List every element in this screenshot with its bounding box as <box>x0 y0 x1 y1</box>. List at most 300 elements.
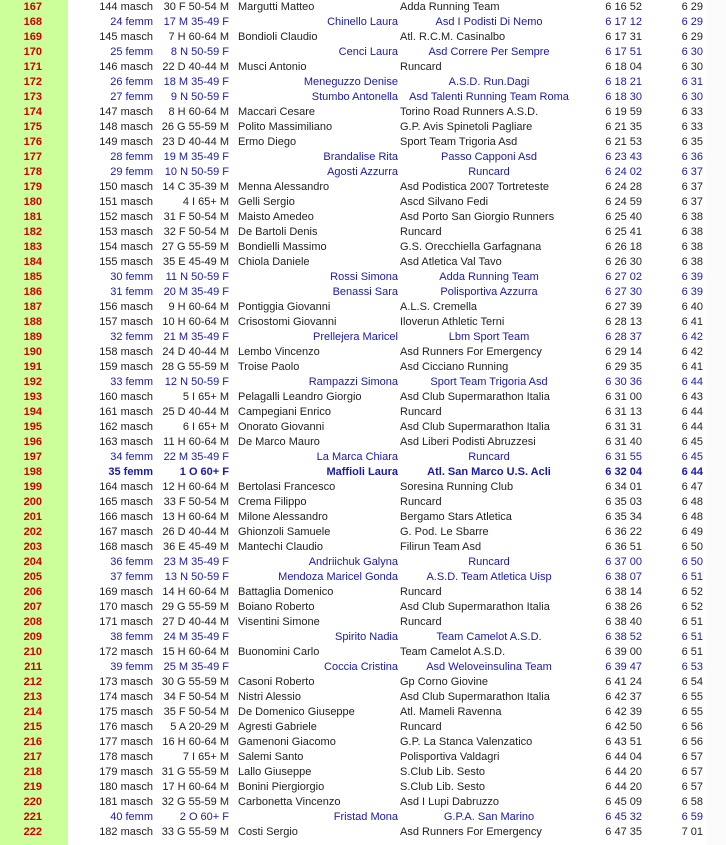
category-rank: 36 E 45-49 M <box>162 541 229 553</box>
gender-rank: 172 masch <box>99 646 153 658</box>
table-row <box>0 75 726 90</box>
gender-rank: 26 femm <box>110 76 153 88</box>
gender-rank: 29 femm <box>110 166 153 178</box>
overall-position: 198 <box>23 466 42 478</box>
table-row <box>0 45 726 60</box>
athlete-name: Lallo Giuseppe <box>238 766 312 778</box>
athlete-name: De Domenico Giuseppe <box>238 706 355 718</box>
pace-per-km: 6 29 <box>681 16 703 28</box>
overall-position: 183 <box>23 241 42 253</box>
overall-position: 214 <box>23 706 42 718</box>
finish-time: 6 21 35 <box>605 121 642 133</box>
club-name: Asd Runners For Emergency <box>400 826 542 838</box>
overall-position: 169 <box>23 31 42 43</box>
table-row <box>0 690 726 705</box>
overall-position: 204 <box>23 556 42 568</box>
pace-per-km: 6 44 <box>681 406 703 418</box>
table-row <box>0 795 726 810</box>
club-name: Runcard <box>400 61 442 73</box>
finish-time: 6 44 20 <box>605 766 642 778</box>
gender-rank: 178 masch <box>99 751 153 763</box>
pace-per-km: 6 44 <box>681 466 703 478</box>
overall-position: 213 <box>23 691 42 703</box>
category-rank: 30 G 55-59 M <box>161 676 229 688</box>
gender-rank: 159 masch <box>99 361 153 373</box>
overall-position: 202 <box>23 526 42 538</box>
athlete-name: Bondioli Claudio <box>238 31 318 43</box>
gender-rank: 153 masch <box>99 226 153 238</box>
overall-position: 172 <box>23 76 42 88</box>
category-rank: 31 G 55-59 M <box>161 766 229 778</box>
overall-position: 215 <box>23 721 42 733</box>
finish-time: 6 23 43 <box>605 151 642 163</box>
category-rank: 4 I 65+ M <box>182 196 229 208</box>
pace-per-km: 6 50 <box>681 541 703 553</box>
gender-rank: 169 masch <box>99 586 153 598</box>
club-name: G.P.A. San Marino <box>443 811 535 823</box>
club-name: A.S.D. Team Atletica Uisp <box>426 571 552 583</box>
table-row <box>0 105 726 120</box>
overall-position: 181 <box>23 211 42 223</box>
club-name: G.P. Avis Spinetoli Pagliare <box>400 121 533 133</box>
club-name: Runcard <box>468 556 510 568</box>
finish-time: 6 28 13 <box>605 316 642 328</box>
category-rank: 23 M 35-49 F <box>163 556 229 568</box>
gender-rank: 173 masch <box>99 676 153 688</box>
overall-position: 171 <box>23 61 42 73</box>
overall-position: 208 <box>23 616 42 628</box>
club-name: Asd I Podisti Di Nemo <box>435 16 543 28</box>
overall-position: 180 <box>23 196 42 208</box>
overall-position: 193 <box>23 391 42 403</box>
finish-time: 6 24 59 <box>605 196 642 208</box>
category-rank: 30 F 50-54 M <box>163 1 229 13</box>
pace-per-km: 6 33 <box>681 106 703 118</box>
finish-time: 6 43 51 <box>605 736 642 748</box>
finish-time: 6 19 59 <box>605 106 642 118</box>
finish-time: 6 36 51 <box>605 541 642 553</box>
club-name: Atl. Mameli Ravenna <box>400 706 502 718</box>
finish-time: 6 44 20 <box>605 781 642 793</box>
pace-per-km: 6 40 <box>681 301 703 313</box>
pace-per-km: 6 36 <box>681 151 703 163</box>
pace-per-km: 6 38 <box>681 256 703 268</box>
category-rank: 11 N 50-59 F <box>165 271 229 283</box>
finish-time: 6 36 22 <box>605 526 642 538</box>
pace-per-km: 6 49 <box>681 526 703 538</box>
overall-position: 192 <box>23 376 42 388</box>
club-name: A.S.D. Run.Dagi <box>448 76 530 88</box>
club-name: A.L.S. Cremella <box>400 301 478 313</box>
table-row <box>0 450 726 465</box>
overall-position: 184 <box>23 256 42 268</box>
category-rank: 32 F 50-54 M <box>163 226 229 238</box>
club-name: Asd Correre Per Sempre <box>428 46 550 58</box>
club-name: Iloverun Athletic Terni <box>400 316 505 328</box>
category-rank: 6 I 65+ M <box>182 421 229 433</box>
finish-time: 6 45 32 <box>605 811 642 823</box>
category-rank: 35 F 50-54 M <box>163 706 229 718</box>
pace-per-km: 6 35 <box>681 136 703 148</box>
athlete-name: Visentini Simone <box>238 616 320 628</box>
table-row <box>0 810 726 825</box>
athlete-name: Bertolasi Francesco <box>238 481 336 493</box>
overall-position: 196 <box>23 436 42 448</box>
gender-rank: 174 masch <box>99 691 153 703</box>
pace-per-km: 6 37 <box>681 196 703 208</box>
category-rank: 26 D 40-44 M <box>162 526 229 538</box>
category-rank: 21 M 35-49 F <box>163 331 229 343</box>
athlete-name: Margutti Matteo <box>238 1 315 13</box>
pace-per-km: 6 48 <box>681 511 703 523</box>
category-rank: 7 H 60-64 M <box>168 31 229 43</box>
athlete-name: Crisostomi Giovanni <box>238 316 337 328</box>
pace-per-km: 6 51 <box>681 571 703 583</box>
gender-rank: 164 masch <box>99 481 153 493</box>
category-rank: 24 M 35-49 F <box>163 631 229 643</box>
pace-per-km: 6 56 <box>681 736 703 748</box>
club-name: Passo Capponi Asd <box>440 151 537 163</box>
finish-time: 6 38 07 <box>605 571 642 583</box>
gender-rank: 24 femm <box>110 16 153 28</box>
club-name: Asd Club Supermarathon Italia <box>400 391 550 403</box>
pace-per-km: 6 33 <box>681 121 703 133</box>
category-rank: 20 M 35-49 F <box>163 286 229 298</box>
club-name: Soresina Running Club <box>400 481 514 493</box>
category-rank: 18 M 35-49 F <box>163 76 229 88</box>
gender-rank: 25 femm <box>110 46 153 58</box>
pace-per-km: 6 54 <box>681 676 703 688</box>
overall-position: 200 <box>23 496 42 508</box>
club-name: Runcard <box>468 166 510 178</box>
category-rank: 14 C 35-39 M <box>162 181 229 193</box>
table-row <box>0 750 726 765</box>
gender-rank: 38 femm <box>110 631 153 643</box>
finish-time: 6 34 01 <box>605 481 642 493</box>
pace-per-km: 6 31 <box>681 76 703 88</box>
athlete-name: Chinello Laura <box>327 16 398 28</box>
pace-per-km: 6 57 <box>681 751 703 763</box>
finish-time: 6 31 40 <box>605 436 642 448</box>
gender-rank: 160 masch <box>99 391 153 403</box>
table-row <box>0 195 726 210</box>
finish-time: 6 25 40 <box>605 211 642 223</box>
finish-time: 6 35 34 <box>605 511 642 523</box>
table-row <box>0 300 726 315</box>
table-row <box>0 420 726 435</box>
overall-position: 219 <box>23 781 42 793</box>
pace-per-km: 6 38 <box>681 241 703 253</box>
athlete-name: Campegiani Enrico <box>238 406 331 418</box>
table-row <box>0 405 726 420</box>
overall-position: 177 <box>23 151 42 163</box>
category-rank: 27 G 55-59 M <box>161 241 229 253</box>
table-row <box>0 255 726 270</box>
club-name: Asd Club Supermarathon Italia <box>400 421 550 433</box>
pace-per-km: 6 45 <box>681 451 703 463</box>
gender-rank: 27 femm <box>110 91 153 103</box>
athlete-name: Meneguzzo Denise <box>303 76 398 88</box>
athlete-name: Polito Massimiliano <box>238 121 333 133</box>
gender-rank: 161 masch <box>99 406 153 418</box>
finish-time: 6 31 13 <box>605 406 642 418</box>
overall-position: 186 <box>23 286 42 298</box>
pace-per-km: 6 59 <box>681 811 703 823</box>
category-rank: 8 H 60-64 M <box>168 106 229 118</box>
finish-time: 6 31 00 <box>605 391 642 403</box>
club-name: Runcard <box>400 616 442 628</box>
table-row <box>0 780 726 795</box>
category-rank: 17 M 35-49 F <box>163 16 229 28</box>
gender-rank: 166 masch <box>99 511 153 523</box>
gender-rank: 147 masch <box>99 106 153 118</box>
athlete-name: Costi Sergio <box>238 826 298 838</box>
athlete-name: Spirito Nadia <box>335 631 398 643</box>
table-row <box>0 90 726 105</box>
gender-rank: 179 masch <box>99 766 153 778</box>
athlete-name: Musci Antonio <box>238 61 307 73</box>
table-row <box>0 375 726 390</box>
gender-rank: 36 femm <box>110 556 153 568</box>
club-name: G.S. Orecchiella Garfagnana <box>400 241 542 253</box>
gender-rank: 152 masch <box>99 211 153 223</box>
category-rank: 2 O 60+ F <box>179 811 229 823</box>
gender-rank: 145 masch <box>99 31 153 43</box>
club-name: Asd Club Supermarathon Italia <box>400 601 550 613</box>
athlete-name: Gelli Sergio <box>238 196 295 208</box>
finish-time: 6 18 04 <box>605 61 642 73</box>
finish-time: 6 27 39 <box>605 301 642 313</box>
table-row <box>0 735 726 750</box>
category-rank: 33 G 55-59 M <box>161 826 229 838</box>
athlete-name: Cenci Laura <box>338 46 398 58</box>
finish-time: 6 44 04 <box>605 751 642 763</box>
club-name: Runcard <box>468 451 510 463</box>
overall-position: 206 <box>23 586 42 598</box>
club-name: S.Club Lib. Sesto <box>400 781 485 793</box>
category-rank: 10 H 60-64 M <box>162 316 229 328</box>
athlete-name: Fristad Mona <box>333 811 398 823</box>
finish-time: 6 39 47 <box>605 661 642 673</box>
athlete-name: Lembo Vincenzo <box>238 346 320 358</box>
gender-rank: 171 masch <box>99 616 153 628</box>
finish-time: 6 38 40 <box>605 616 642 628</box>
table-row <box>0 630 726 645</box>
table-row <box>0 570 726 585</box>
athlete-name: Boiano Roberto <box>238 601 315 613</box>
athlete-name: Pelagalli Leandro Giorgio <box>238 391 362 403</box>
finish-time: 6 25 41 <box>605 226 642 238</box>
table-row <box>0 285 726 300</box>
table-row <box>0 0 726 15</box>
overall-position: 167 <box>23 1 42 13</box>
category-rank: 25 M 35-49 F <box>163 661 229 673</box>
gender-rank: 34 femm <box>110 451 153 463</box>
pace-per-km: 6 52 <box>681 601 703 613</box>
category-rank: 13 H 60-64 M <box>162 511 229 523</box>
athlete-name: Rossi Simona <box>330 271 398 283</box>
table-row <box>0 120 726 135</box>
table-row <box>0 180 726 195</box>
overall-position: 203 <box>23 541 42 553</box>
table-row <box>0 360 726 375</box>
finish-time: 6 28 37 <box>605 331 642 343</box>
table-row <box>0 435 726 450</box>
club-name: Asd Atletica Val Tavo <box>400 256 502 268</box>
athlete-name: Mantechi Claudio <box>238 541 323 553</box>
table-row <box>0 345 726 360</box>
club-name: Asd Liberi Podisti Abruzzesi <box>400 436 536 448</box>
gender-rank: 33 femm <box>110 376 153 388</box>
finish-time: 6 41 24 <box>605 676 642 688</box>
finish-time: 6 24 28 <box>605 181 642 193</box>
club-name: Atl. R.C.M. Casinalbo <box>400 31 506 43</box>
finish-time: 6 38 52 <box>605 631 642 643</box>
athlete-name: Ermo Diego <box>238 136 297 148</box>
club-name: Asd Weloveinsulina Team <box>426 661 552 673</box>
club-name: Runcard <box>400 586 442 598</box>
category-rank: 11 H 60-64 M <box>163 436 229 448</box>
gender-rank: 146 masch <box>99 61 153 73</box>
athlete-name: Troise Paolo <box>238 361 300 373</box>
pace-per-km: 6 38 <box>681 226 703 238</box>
pace-per-km: 7 01 <box>681 826 703 838</box>
overall-position: 218 <box>23 766 42 778</box>
overall-position: 222 <box>23 826 42 838</box>
gender-rank: 150 masch <box>99 181 153 193</box>
overall-position: 197 <box>23 451 42 463</box>
category-rank: 12 N 50-59 F <box>164 376 229 388</box>
gender-rank: 30 femm <box>110 271 153 283</box>
table-row <box>0 150 726 165</box>
category-rank: 10 N 50-59 F <box>164 166 229 178</box>
finish-time: 6 38 26 <box>605 601 642 613</box>
table-row <box>0 480 726 495</box>
club-name: Runcard <box>400 496 442 508</box>
athlete-name: Nistri Alessio <box>238 691 301 703</box>
finish-time: 6 31 31 <box>605 421 642 433</box>
overall-position: 221 <box>23 811 42 823</box>
overall-position: 173 <box>23 91 42 103</box>
gender-rank: 155 masch <box>99 256 153 268</box>
pace-per-km: 6 39 <box>681 286 703 298</box>
club-name: Filirun Team Asd <box>400 541 482 553</box>
category-rank: 9 N 50-59 F <box>170 91 229 103</box>
athlete-name: Maccari Cesare <box>238 106 316 118</box>
gender-rank: 149 masch <box>99 136 153 148</box>
overall-position: 194 <box>23 406 42 418</box>
pace-per-km: 6 58 <box>681 796 703 808</box>
gender-rank: 40 femm <box>110 811 153 823</box>
gender-rank: 168 masch <box>99 541 153 553</box>
overall-position: 210 <box>23 646 42 658</box>
athlete-name: La Marca Chiara <box>316 451 398 463</box>
table-row <box>0 540 726 555</box>
gender-rank: 144 masch <box>99 1 153 13</box>
overall-position: 190 <box>23 346 42 358</box>
finish-time: 6 31 55 <box>605 451 642 463</box>
pace-per-km: 6 37 <box>681 181 703 193</box>
category-rank: 13 N 50-59 F <box>164 571 229 583</box>
category-rank: 35 E 45-49 M <box>162 256 229 268</box>
club-name: Ascd Silvano Fedi <box>400 196 489 208</box>
athlete-name: Menna Alessandro <box>238 181 330 193</box>
category-rank: 14 H 60-64 M <box>162 586 229 598</box>
club-name: Team Camelot A.S.D. <box>400 646 506 658</box>
athlete-name: Agresti Gabriele <box>238 721 317 733</box>
overall-position: 187 <box>23 301 42 313</box>
gender-rank: 176 masch <box>99 721 153 733</box>
overall-position: 205 <box>23 571 42 583</box>
club-name: Sport Team Trigoria Asd <box>400 136 518 148</box>
overall-position: 178 <box>23 166 42 178</box>
gender-rank: 180 masch <box>99 781 153 793</box>
overall-position: 188 <box>23 316 42 328</box>
category-rank: 22 D 40-44 M <box>162 61 229 73</box>
pace-per-km: 6 55 <box>681 706 703 718</box>
table-row <box>0 330 726 345</box>
pace-per-km: 6 42 <box>681 346 703 358</box>
finish-time: 6 45 09 <box>605 796 642 808</box>
overall-position: 216 <box>23 736 42 748</box>
club-name: Lbm Sport Team <box>448 331 530 343</box>
finish-time: 6 32 04 <box>605 466 642 478</box>
club-name: Asd Talenti Running Team Roma <box>409 91 569 103</box>
club-name: Adda Running Team <box>400 1 500 13</box>
table-row <box>0 525 726 540</box>
category-rank: 22 M 35-49 F <box>163 451 229 463</box>
athlete-name: Ghionzoli Samuele <box>238 526 331 538</box>
category-rank: 15 H 60-64 M <box>162 646 229 658</box>
gender-rank: 167 masch <box>99 526 153 538</box>
club-name: Atl. San Marco U.S. Acli <box>427 466 551 478</box>
category-rank: 33 F 50-54 M <box>163 496 229 508</box>
category-rank: 26 G 55-59 M <box>161 121 229 133</box>
finish-time: 6 17 31 <box>605 31 642 43</box>
athlete-name: Salemi Santo <box>238 751 304 763</box>
overall-position: 170 <box>23 46 42 58</box>
pace-per-km: 6 52 <box>681 586 703 598</box>
table-row <box>0 165 726 180</box>
finish-time: 6 18 30 <box>605 91 642 103</box>
table-row <box>0 225 726 240</box>
gender-rank: 28 femm <box>110 151 153 163</box>
overall-position: 175 <box>23 121 42 133</box>
category-rank: 31 F 50-54 M <box>163 211 229 223</box>
club-name: Asd Cicciano Running <box>400 361 509 373</box>
table-row <box>0 555 726 570</box>
gender-rank: 182 masch <box>99 826 153 838</box>
athlete-name: Brandalise Rita <box>323 151 398 163</box>
finish-time: 6 17 51 <box>605 46 642 58</box>
club-name: Asd Porto San Giorgio Runners <box>400 211 555 223</box>
gender-rank: 37 femm <box>110 571 153 583</box>
pace-per-km: 6 43 <box>681 391 703 403</box>
finish-time: 6 42 39 <box>605 706 642 718</box>
athlete-name: Buonomini Carlo <box>238 646 320 658</box>
table-row <box>0 15 726 30</box>
athlete-name: Chiola Daniele <box>238 256 310 268</box>
overall-position: 182 <box>23 226 42 238</box>
pace-per-km: 6 39 <box>681 271 703 283</box>
finish-time: 6 29 35 <box>605 361 642 373</box>
gender-rank: 158 masch <box>99 346 153 358</box>
club-name: Polisportiva Valdagri <box>400 751 500 763</box>
finish-time: 6 26 30 <box>605 256 642 268</box>
pace-per-km: 6 45 <box>681 436 703 448</box>
category-rank: 17 H 60-64 M <box>162 781 229 793</box>
table-row <box>0 495 726 510</box>
